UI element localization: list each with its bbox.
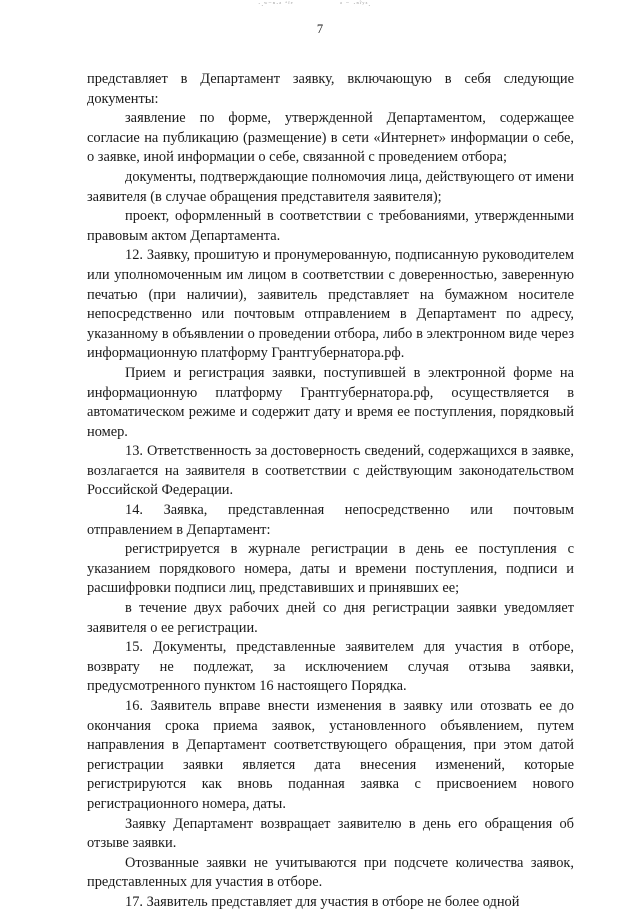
paragraph: 16. Заявитель вправе внести изменения в заявку или отозвать ее до окончания срока приема заявок, установленного объявлением, путем направления в Департамент соответствующего обращения, при этом датой регистрации заявки является дата внесения изменений, которые регистрируются как вновь поданная заявка с присвоением нового регистрационного номера, даты. [87, 698, 574, 812]
paragraph: в течение двух рабочих дней со дня регистрации заявки уведомляет заявителя о ее регистрации. [87, 600, 574, 636]
document-body [87, 70, 574, 913]
scan-mark: ᵃ ⁻ ·ⁿˀʸᶻ. [340, 0, 372, 8]
paragraph: проект, оформленный в соответствии с требованиями, утвержденными правовым актом Департамента. [87, 208, 574, 244]
paragraph: заявление по форме, утвержденной Департаментом, содержащее согласие на публикацию (размещение) в сети «Интернет» информации о себе, о заявке, иной информации о себе, связанной с проведением отбора; [87, 110, 574, 166]
paragraph: 13. Ответственность за достоверность сведений, содержащихся в заявке, возлагается на заявителя в соответствии с действующим законодательством Российской Федерации. [87, 443, 574, 499]
paragraph: 12. Заявку, прошитую и пронумерованную, подписанную руководителем или уполномоченным им лицом в соответствии с доверенностью, заверенную печатью (при наличии), заявитель представляет на бумажном носителе непосредственно или почтовым отправлением в Департамент по адресу, указанному в объявлении о проведении отбора, либо в электронном виде через информационную платформу Грантгубернатора.рф. [87, 247, 574, 362]
paragraph: документы, подтверждающие полномочия лица, действующего от имени заявителя (в случае обращения представителя заявителя); [87, 168, 574, 205]
scan-mark: ·.ʷ⁻ⁿ·ᵃ ʻᶠᵉ [258, 0, 294, 8]
paragraph: Отозванные заявки не учитываются при подсчете количества заявок, представленных для участия в отборе. [87, 854, 574, 891]
paragraph: представляет в Департамент заявку, включающую в себя следующие документы: [87, 71, 574, 107]
paragraph: Прием и регистрация заявки, поступившей в электронной форме на информационную платформу Грантгубернатора.рф, осуществляется в автоматическом режиме и содержит дату и время ее поступления, порядковый номер. [87, 364, 574, 440]
paragraph: Заявку Департамент возвращает заявителю в день его обращения об отзыве заявки. [87, 815, 574, 852]
paragraph: 17. Заявитель представляет для участия в отборе не более одной [125, 893, 520, 910]
paragraph: 15. Документы, представленные заявителем для участия в отборе, возврату не подлежат, за исключением случая отзыва заявки, предусмотренного пунктом 16 настоящего Порядка. [87, 639, 574, 695]
paragraph: 14. Заявка, представленная непосредственно или почтовым отправлением в Департамент: [87, 502, 574, 538]
paragraph: регистрируется в журнале регистрации в день ее поступления с указанием порядкового номера, даты и времени поступления, подписи и расшифровки подписи лиц, представивших и принявших ее; [87, 541, 574, 597]
page-number: 7 [316, 22, 324, 36]
